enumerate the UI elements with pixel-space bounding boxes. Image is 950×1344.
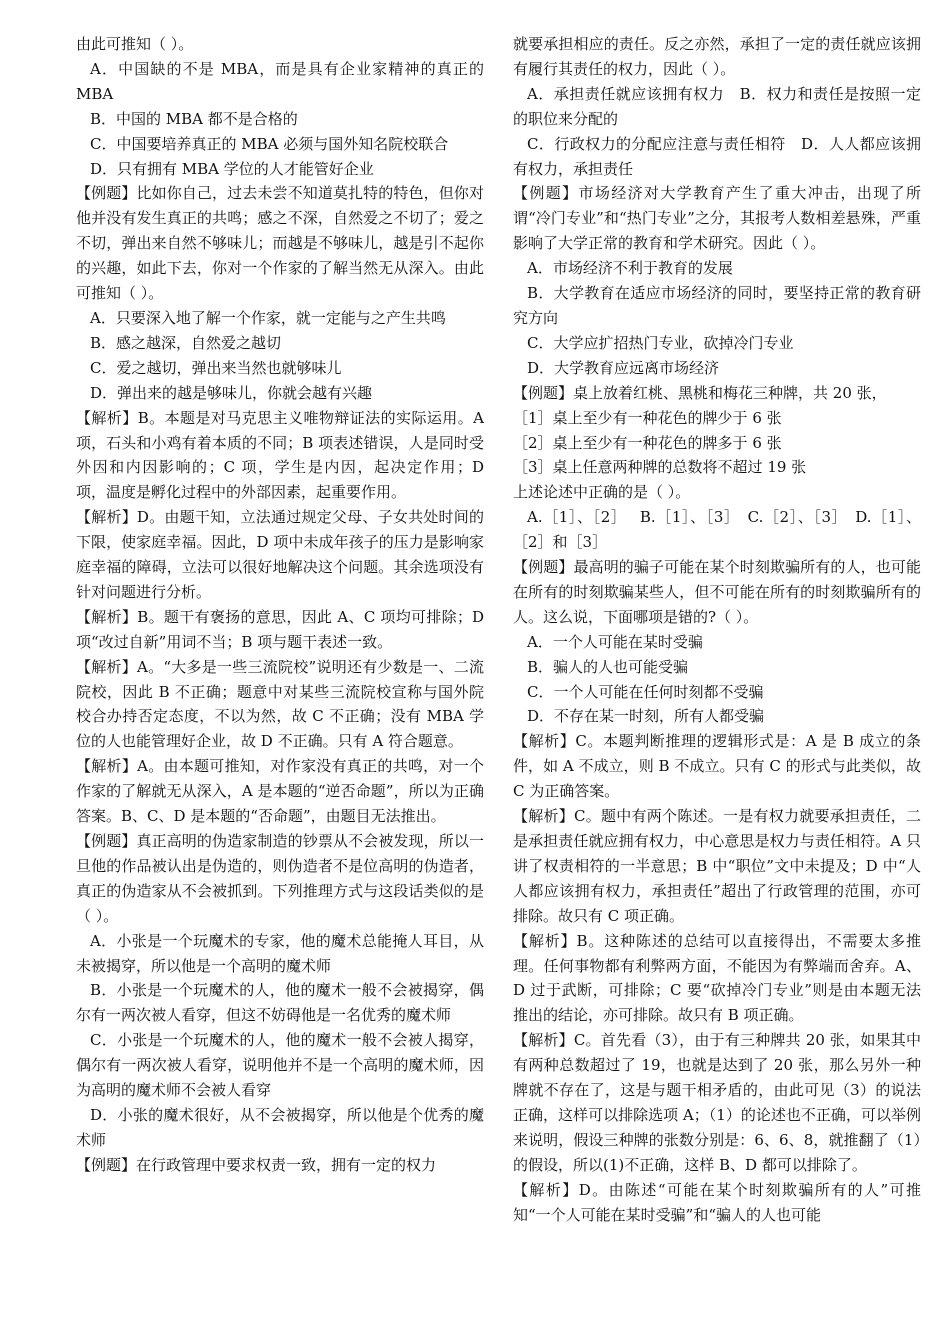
answer-option: B．中国的 MBA 都不是合格的	[90, 109, 298, 128]
answer-option: B．骗人的人也可能受骗	[527, 657, 689, 676]
paragraph: 【解析】D。由陈述“可能在某个时刻欺骗所有的人”可推知“一个人可能在某时受骗”和“骗人的人也可能	[513, 1180, 921, 1224]
answer-option: B．感之越深，自然爱之越切	[90, 333, 282, 352]
answer-option: D．不存在某一时刻，所有人都受骗	[527, 707, 765, 726]
answer-option: C．行政权力的分配应注意与责任相符 D．人人都应该拥有权力，承担责任	[513, 134, 921, 178]
paragraph: 【解析】A。由本题可推知，对作家没有真正的共鸣，对一个作家的了解就无从深入，A 是本题的“逆否命题”，所以为正确答案。B、C、D 是本题的“否命题”，由题目无法推出。	[76, 757, 484, 826]
left-column	[76, 32, 484, 1178]
paragraph: 【解析】B。本题是对马克思主义唯物辩证法的实际运用。A 项，石头和小鸡有着本质的不同；B 项表述错误，人是同时受外因和内因影响的；C 项，学生是内因，起决定作用；D 项，温度是孵化过程中的外部因素，起重要作用。	[76, 408, 484, 502]
answer-option: A．中国缺的不是 MBA，而是具有企业家精神的真正的 MBA	[76, 59, 484, 103]
paragraph: 【解析】C。首先看（3），由于有三种牌共 20 张，如果其中有两种总数超过了 19，也就是达到了 20 张，那么另外一种牌就不存在了，这是与题干相矛盾的，由此可见（3）的说法正确，这样可以排除选项 A；（1）的论述也不正确，可以举例来说明，假设三种牌的张数分别是：6、6、8，就推翻了（1）的假设，所以(1)不正确，这样 B、D 都可以排除了。	[513, 1031, 921, 1174]
paragraph: 【例题】比如你自己，过去未尝不知道莫扎特的特色，但你对他并没有发生真正的共鸣；感之不深，自然爱之不切了；爱之不切，弹出来自然不够味儿；而越是不够味儿，越是引不起你的兴趣，如此下去，你对一个作家的了解当然无从深入。由此可推知（ ）。	[76, 184, 484, 303]
answer-option: A．只要深入地了解一个作家，就一定能与之产生共鸣	[90, 308, 446, 327]
paragraph: 由此可推知（ ）。	[76, 35, 194, 53]
answer-option: A．承担责任就应该拥有权力 B．权力和责任是按照一定的职位来分配的	[513, 84, 921, 128]
answer-option: A．一个人可能在某时受骗	[527, 632, 703, 651]
paragraph: 【解析】C。本题判断推理的逻辑形式是：A 是 B 成立的条件，如 A 不成立，则 B 不成立。只有 C 的形式与此类似，故 C 为正确答案。	[513, 732, 921, 801]
paragraph: ［2］桌上至少有一种花色的牌多于 6 张	[513, 433, 782, 452]
paragraph: 【例题】最高明的骗子可能在某个时刻欺骗所有的人，也可能在所有的时刻欺骗某些人，但不可能在所有的时刻欺骗所有的人。这么说，下面哪项是错的?（ ）。	[513, 558, 921, 626]
paragraph: 【解析】D。由题干知，立法通过规定父母、子女共处时间的下限，使家庭幸福。因此，D 项中未成年孩子的压力是影响家庭幸福的障碍，立法可以很好地解决这个问题。其余选项没有针对问题进行分析。	[76, 508, 484, 601]
paragraph: 【解析】B。这种陈述的总结可以直接得出，不需要太多推理。任何事物都有利弊两方面，不能因为有弊端而舍弃。A、D 过于武断，可排除；C 要“砍掉冷门专业”则是由本题无法推出的结论，亦可排除。故只有 B 项正确。	[513, 931, 921, 1025]
paragraph: 上述论述中正确的是（ ）。	[513, 483, 691, 502]
paragraph: 就要承担相应的责任。反之亦然，承担了一定的责任就应该拥有履行其责任的权力，因此（ ）。	[513, 35, 921, 78]
answer-option: C．小张是一个玩魔术的人，他的魔术一般不会被人揭穿，偶尔有一两次被人看穿，说明他并不是一个高明的魔术师，因为高明的魔术师不会被人看穿	[76, 1031, 484, 1100]
answer-option: A．市场经济不利于教育的发展	[527, 259, 733, 278]
paragraph: 【例题】市场经济对大学教育产生了重大冲击，出现了所谓“冷门专业”和“热门专业”之分，其报考人数相差悬殊，严重影响了大学正常的教育和学术研究。因此（ ）。	[513, 184, 921, 253]
paragraph: ［1］桌上至少有一种花色的牌少于 6 张	[513, 408, 782, 427]
paragraph: 【例题】真正高明的伪造家制造的钞票从不会被发现，所以一旦他的作品被认出是伪造的，则伪造者不是位高明的伪造者，真正的伪造家从不会被抓到。下列推理方式与这段话类似的是（ ）。	[76, 832, 484, 925]
answer-option: A．小张是一个玩魔术的专家，他的魔术总能掩人耳目，从未被揭穿，所以他是一个高明的魔术师	[76, 931, 484, 975]
paragraph: ［3］桌上任意两种牌的总数将不超过 19 张	[513, 458, 807, 477]
right-column	[513, 32, 921, 1228]
answer-option: D．小张的魔术很好，从不会被揭穿，所以他是个优秀的魔术师	[76, 1105, 484, 1149]
answer-option: C．一个人可能在任何时刻都不受骗	[527, 682, 764, 701]
answer-option: C．中国要培养真正的 MBA 必须与国外知名院校联合	[90, 134, 449, 153]
paragraph: 【解析】C。题中有两个陈述。一是有权力就要承担责任，二是承担责任就应拥有权力，中心意思是权力与责任相符。A 只讲了权责相符的一半意思；B 中“职位”文中未提及；D 中“人人都应该拥有权力，承担责任”超出了行政管理的范围，亦可排除。故只有 C 项正确。	[513, 807, 921, 925]
answer-option: D．大学教育应远离市场经济	[527, 358, 720, 377]
answer-option: C．大学应扩招热门专业，砍掉冷门专业	[527, 333, 794, 352]
answer-option: A.［1］、［2］ B.［1］、［3］ C.［2］、［3］ D.［1］、［2］和［3］	[513, 508, 921, 552]
paragraph: 【例题】在行政管理中要求权责一致，拥有一定的权力	[76, 1155, 437, 1174]
paragraph: 【解析】B。题干有褒扬的意思，因此 A、C 项均可排除；D 项“改过自新”用词不当；B 项与题干表述一致。	[76, 607, 484, 651]
answer-option: D．只有拥有 MBA 学位的人才能管好企业	[90, 159, 374, 178]
paragraph: 【例题】桌上放着红桃、黑桃和梅花三种牌，共 20 张，	[513, 383, 887, 402]
answer-option: B．大学教育在适应市场经济的同时，要坚持正常的教育研究方向	[513, 284, 921, 327]
answer-option: B．小张是一个玩魔术的人，他的魔术一般不会被揭穿，偶尔有一两次被人看穿，但这不妨碍他是一名优秀的魔术师	[76, 981, 484, 1025]
answer-option: C．爱之越切，弹出来当然也就够味儿	[90, 358, 342, 377]
answer-option: D．弹出来的越是够味儿，你就会越有兴趣	[90, 383, 373, 402]
paragraph: 【解析】A。“大多是一些三流院校”说明还有少数是一、二流院校，因此 B 不正确；题意中对某些三流院校宣称与国外院校合办持否定态度，不以为然，故 C 不正确；没有 MBA 学位的人也能管理好企业，故 D 不正确。只有 A 符合题意。	[76, 657, 484, 751]
